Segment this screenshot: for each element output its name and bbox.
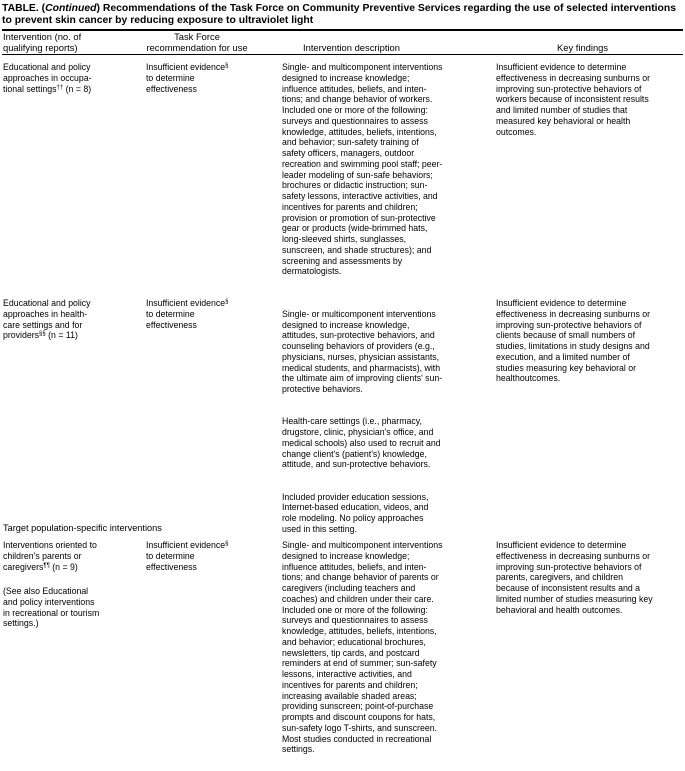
header-rule [2,54,683,55]
row3-intervention-note: (See also Educational and policy interventions in recreational or tourism settings.) [3,586,100,629]
header-intervention: Intervention (no. of qualifying reports) [3,31,82,53]
row2-intervention: Educational and policy approaches in health- care settings and for providers§§ (n = 11) [3,298,91,341]
caption-continued: Continued [45,3,97,14]
row2-recommendation: Insufficient evidence§ to determine effectiveness [146,298,229,330]
top-rule [2,29,683,31]
row2-description: Single- or multicomponent interventions designed to increase knowledge, attitudes, sun-protective behaviors, and counseling behaviors of providers (e.g., physicians, nurses, physician assistants, medical students, and pharmacists), with the ultimate aim of improving clients' sun- protective behaviors. Health-care settings (i.e., pharmacy, drugstore, clinic, physician's office, and medical schools) also used to recruit and change client's (patient's) knowledge, attitude, and sun-protective behaviors. Included provider education sessions, Internet-based education, videos, and role modeling. No policy approaches used in this setting. [282,308,443,534]
row3-description: Single- and multicomponent interventions designed to increase knowledge; influence attitudes, beliefs, and inten- tions; and change behavior of parents or caregivers (including teachers and coaches) and children under their care. Included one or more of the following: surveys and questionnaires to assess knowledge, attitudes, beliefs, intentions, and behavior; educational brochures, newsletters, tip cards, and postcard reminders at end of summer; sun-safety lessons, interactive activities, and incentives for parents and children; increasing available shaded areas; providing sunscreen; point-of-purchase prompts and discount coupons for hats, sun-safety logo T-shirts, and sunscreen. Most studies conducted in recreational settings. [282,540,443,755]
row2-findings: Insufficient evidence to determine effectiveness in decreasing sunburns or improving sun-protective behaviors of clients because of small numbers of studies, limitations in study designs and execution, and a limited number of studies measuring key behavioral or healthoutcomes. [496,298,651,384]
caption-prefix: TABLE. ( [2,3,46,14]
caption-text: ) Recommendations of the Task Force on Community Preventive Services regarding the use of selected interventions to prevent skin cancer by reducing exposure to ultraviolet light [2,3,677,26]
header-description: Intervention description [303,42,400,53]
header-recommendation: Task Force recommendation for use [146,31,248,53]
header-findings: Key findings [557,42,609,53]
row1-description: Single- and multicomponent interventions designed to increase knowledge; influence attitudes, beliefs, and inten- tions; and change behavior of workers. Included one or more of the following: surveys and questionnaires to assess knowledge, attitudes, beliefs, intentions, and behavior; sun-safety training of safety officers, managers, outdoor recreation and swimming pool staff; peer- leader modeling of sun-safe behaviors; brochures or didactic instruction; sun- safety lessons, interactive activities, and incentives for parents and children; provision or promotion of sun-protective gear or products (wide-brimmed hats, long-sleeved shirts, sunglasses, sunscreen, and shade structures); and screening and assessments by dermatologists. [282,62,443,277]
row1-findings: Insufficient evidence to determine effectiveness in decreasing sunburns or improving sun-protective behaviors of workers because of inconsistent results and limited number of studies that measured key behavioral or health outcomes. [496,62,651,137]
row3-recommendation: Insufficient evidence§ to determine effectiveness [146,540,229,572]
row1-intervention: Educational and policy approaches in occupa- tional settings†† (n = 8) [3,62,92,94]
table-caption [2,3,682,27]
section-heading: Target population-specific interventions [3,523,162,533]
row1-recommendation: Insufficient evidence§ to determine effectiveness [146,62,229,94]
row3-findings: Insufficient evidence to determine effectiveness in decreasing sunburns or improving sun-protective behaviors of parents, caregivers, and children because of inconsistent results and a limited number of studies measuring key behavioral and health outcomes. [496,540,653,615]
row3-intervention: Interventions oriented to children's parents or caregivers¶¶ (n = 9) [3,540,97,572]
